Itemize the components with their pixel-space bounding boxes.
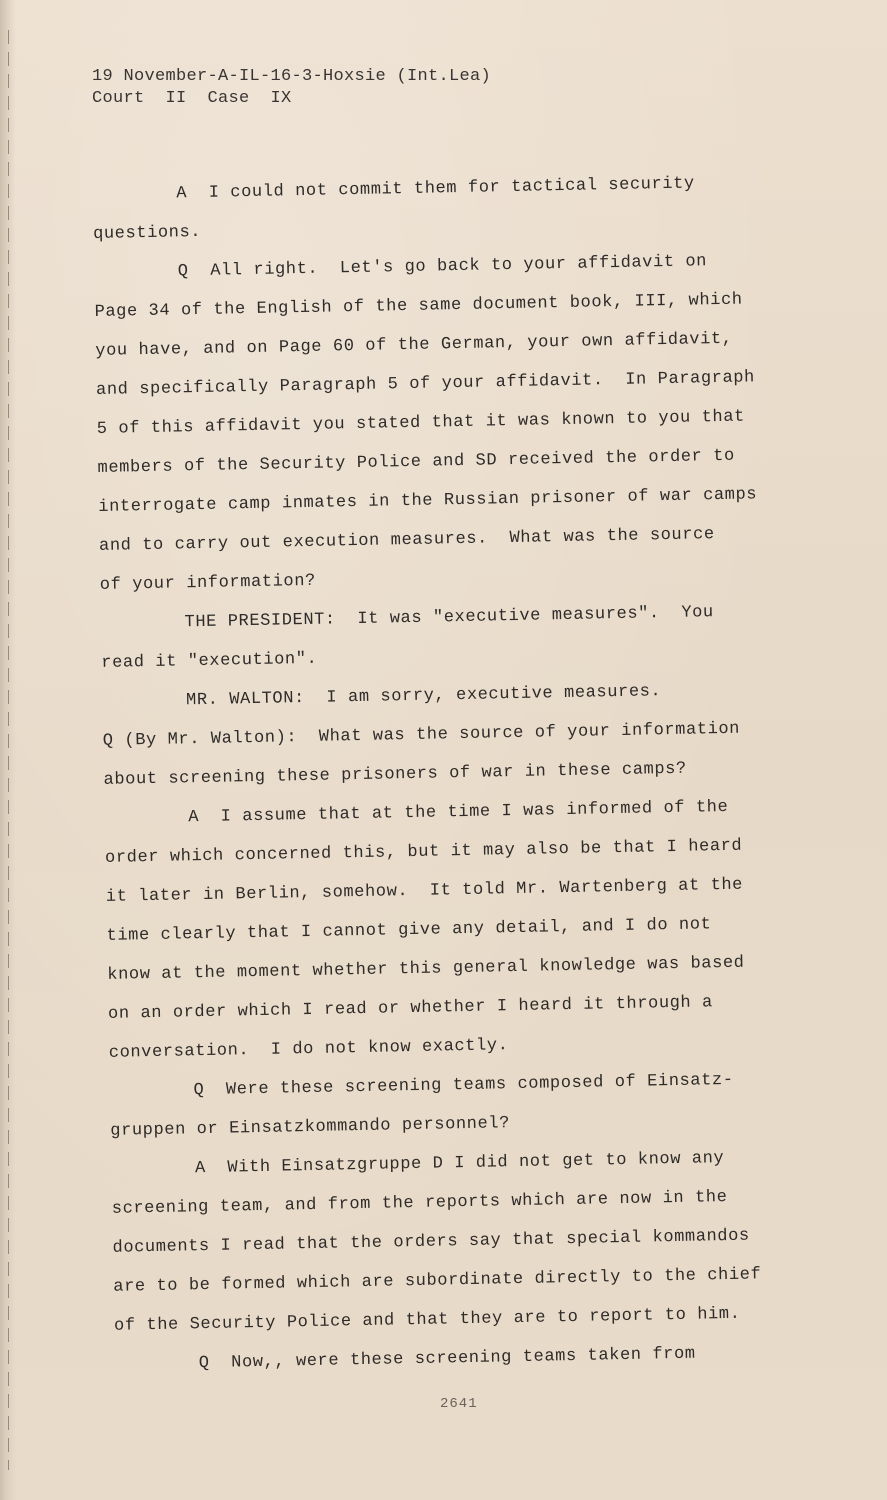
transcript-line: Q All right. Let's go back to your affidavit on bbox=[177, 252, 708, 282]
header-court-line: Court II Case IX bbox=[92, 89, 292, 108]
transcript-body bbox=[92, 162, 835, 1385]
transcript-line: A With Einsatzgruppe D I did not get to know any bbox=[194, 1149, 725, 1179]
transcript-line: of your information? bbox=[99, 571, 317, 595]
transcript-line: screening team, and from the reports which are now in the bbox=[111, 1187, 728, 1219]
transcript-line: and to carry out execution measures. What was the source bbox=[98, 525, 715, 556]
transcript-line: conversation. I do not know exactly. bbox=[108, 1036, 509, 1063]
transcript-line: A I could not commit them for tactical security bbox=[176, 174, 695, 204]
transcript-line: of the Security Police and that they are to report to him. bbox=[113, 1304, 741, 1336]
transcript-line: about screening these prisoners of war in these camps? bbox=[103, 759, 687, 790]
transcript-line: order which concerned this, but it may also be that I heard bbox=[104, 836, 743, 868]
transcript-line: are to be formed which are subordinate directly to the chief bbox=[113, 1265, 762, 1297]
transcript-line: Page 34 of the English of the same document book, III, which bbox=[94, 290, 743, 322]
transcript-line: MR. WALTON: I am sorry, executive measures. bbox=[185, 682, 662, 711]
transcript-line: gruppen or Einsatzkommando personnel? bbox=[110, 1114, 511, 1141]
transcript-line: know at the moment whether this general knowledge was based bbox=[107, 953, 745, 985]
transcript-line: read it "execution". bbox=[101, 649, 318, 673]
transcript-line: members of the Security Police and SD received the order to bbox=[97, 446, 735, 478]
transcript-line: THE PRESIDENT: It was "executive measures". You bbox=[184, 603, 714, 633]
torn-left-edge bbox=[0, 0, 16, 1500]
transcript-line: on an order which I read or whether I heard it through a bbox=[107, 993, 714, 1024]
transcript-line: 5 of this affidavit you stated that it was known to you that bbox=[96, 407, 746, 439]
transcript-line: A I assume that at the time I was informed of the bbox=[188, 797, 729, 828]
page-number: 2641 bbox=[440, 1396, 478, 1412]
transcript-line: Q Now,, were these screening teams taken from bbox=[198, 1344, 696, 1374]
transcript-line: it later in Berlin, somehow. It told Mr. Wartenberg at the bbox=[105, 875, 744, 907]
transcript-line: documents I read that the orders say that special kommandos bbox=[112, 1226, 750, 1258]
document-header bbox=[92, 66, 491, 110]
transcript-line: questions. bbox=[92, 222, 202, 244]
transcript-line: Q (By Mr. Walton): What was the source of your information bbox=[102, 719, 741, 751]
header-reference-line: 19 November-A-IL-16-3-Hoxsie (Int.Lea) bbox=[92, 67, 492, 86]
transcript-line: you have, and on Page 60 of the German, your own affidavit, bbox=[95, 329, 733, 361]
transcript-line: and specifically Paragraph 5 of your affidavit. In Paragraph bbox=[95, 368, 756, 400]
transcript-line: Q Were these screening teams composed of Einsatz- bbox=[193, 1070, 734, 1101]
transcript-line: interrogate camp inmates in the Russian prisoner of war camps bbox=[98, 485, 758, 517]
transcript-line: time clearly that I cannot give any detail, and I do not bbox=[106, 915, 712, 946]
